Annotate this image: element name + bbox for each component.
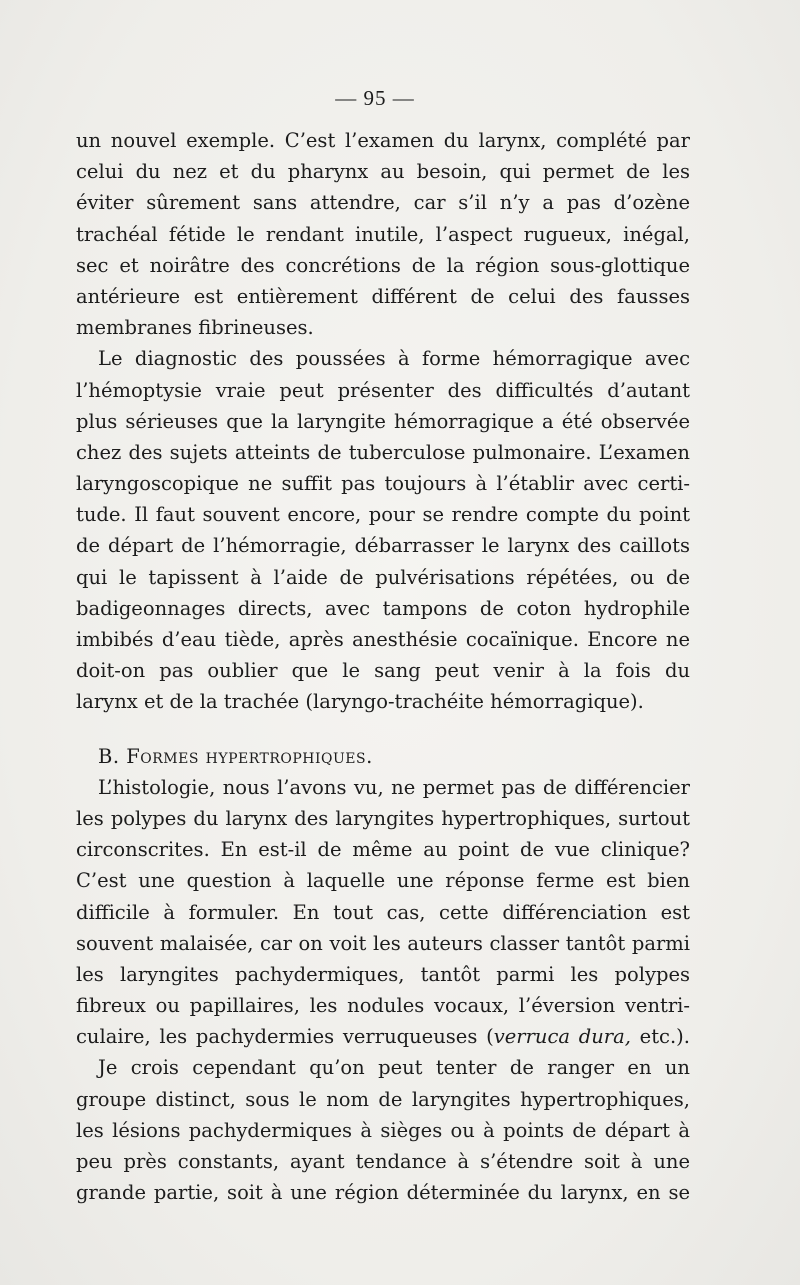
text-line: C’est une question à laquelle une réponse ferme est bien: [76, 869, 690, 893]
text-line: sec et noirâtre des concrétions de la région sous-glottique: [76, 253, 690, 277]
text-line: imbibés d’eau tiède, après anesthésie cocaïnique. Encore ne: [76, 628, 690, 651]
text-line: les lésions pachydermiques à sièges ou à points de départ à: [76, 1118, 690, 1142]
paragraph-classification-proposal: [76, 1052, 690, 1208]
section-spacer: [76, 718, 690, 741]
text-line: laryngoscopique ne suffit pas toujours à l’établir avec certi-: [76, 472, 690, 496]
text-line: L’histologie, nous l’avons vu, ne permet pas de différencier: [98, 775, 690, 799]
paragraph-continuation: [76, 125, 690, 343]
text-line: de départ de l’hémorragie, débarrasser le larynx des caillots: [76, 534, 690, 558]
text-run: culaire, les pachydermies verruqueuses (: [76, 1025, 494, 1049]
text-line: fibreux ou papillaires, les nodules vocaux, l’éversion ventri-: [76, 994, 690, 1018]
text-line: chez des sujets atteints de tuberculose pulmonaire. L’examen: [76, 440, 690, 464]
text-line: trachéal fétide le rendant inutile, l’aspect rugueux, inégal,: [76, 222, 690, 246]
text-line: difficile à formuler. En tout cas, cette différenciation est: [76, 900, 690, 924]
text-line: membranes fibrineuses.: [76, 316, 314, 340]
paragraph-hypertrophic-forms: [76, 772, 690, 1053]
section-heading-title: Formes hypertrophiques.: [126, 744, 373, 768]
text-line: larynx et de la trachée (laryngo-trachéite hémorragique).: [76, 690, 644, 714]
text-line: badigeonnages directs, avec tampons de coton hydrophile: [76, 596, 690, 620]
text-line: éviter sûrement sans attendre, car s’il n’y a pas d’ozène: [76, 191, 690, 215]
text-line: tude. Il faut souvent encore, pour se rendre compte du point: [76, 503, 690, 527]
text-run: etc.).: [630, 1025, 690, 1049]
page-number: — 95 —: [335, 86, 415, 110]
text-line: groupe distinct, sous le nom de laryngites hypertrophiques,: [76, 1087, 690, 1111]
text-line: doit-on pas oublier que le sang peut venir à la fois du: [76, 659, 690, 683]
body-text: [76, 125, 690, 1208]
text-line: peu près constants, ayant tendance à s’étendre soit à une: [76, 1150, 690, 1173]
text-line: souvent malaisée, car on voit les auteurs classer tantôt parmi: [76, 931, 690, 955]
section-heading: [76, 741, 690, 772]
text-line: Je crois cependant qu’on peut tenter de ranger en un: [98, 1056, 690, 1080]
paragraph-hemorrhagic-diagnosis: [76, 343, 690, 717]
section-heading-prefix: B.: [98, 744, 120, 768]
text-line: antérieure est entièrement différent de celui des fausses: [76, 284, 690, 308]
text-line-mixed: [76, 1021, 690, 1052]
text-line: l’hémoptysie vraie peut présenter des difficultés d’autant: [76, 378, 690, 402]
text-line: les polypes du larynx des laryngites hypertrophiques, surtout: [76, 806, 690, 830]
text-line: celui du nez et du pharynx au besoin, qui permet de les: [76, 160, 690, 184]
text-line: les laryngites pachydermiques, tantôt parmi les polypes: [76, 962, 690, 986]
text-line: Le diagnostic des poussées à forme hémorragique avec: [98, 347, 690, 371]
text-line: un nouvel exemple. C’est l’examen du larynx, complété par: [76, 129, 690, 152]
text-line: plus sérieuses que la laryngite hémorragique a été observée: [76, 409, 690, 433]
latin-term: verruca dura,: [493, 1025, 631, 1049]
text-line: grande partie, soit à une région déterminée du larynx, en se: [76, 1181, 690, 1205]
text-line: qui le tapissent à l’aide de pulvérisations répétées, ou de: [76, 565, 690, 589]
text-line: circonscrites. En est-il de même au point de vue clinique?: [76, 838, 690, 862]
